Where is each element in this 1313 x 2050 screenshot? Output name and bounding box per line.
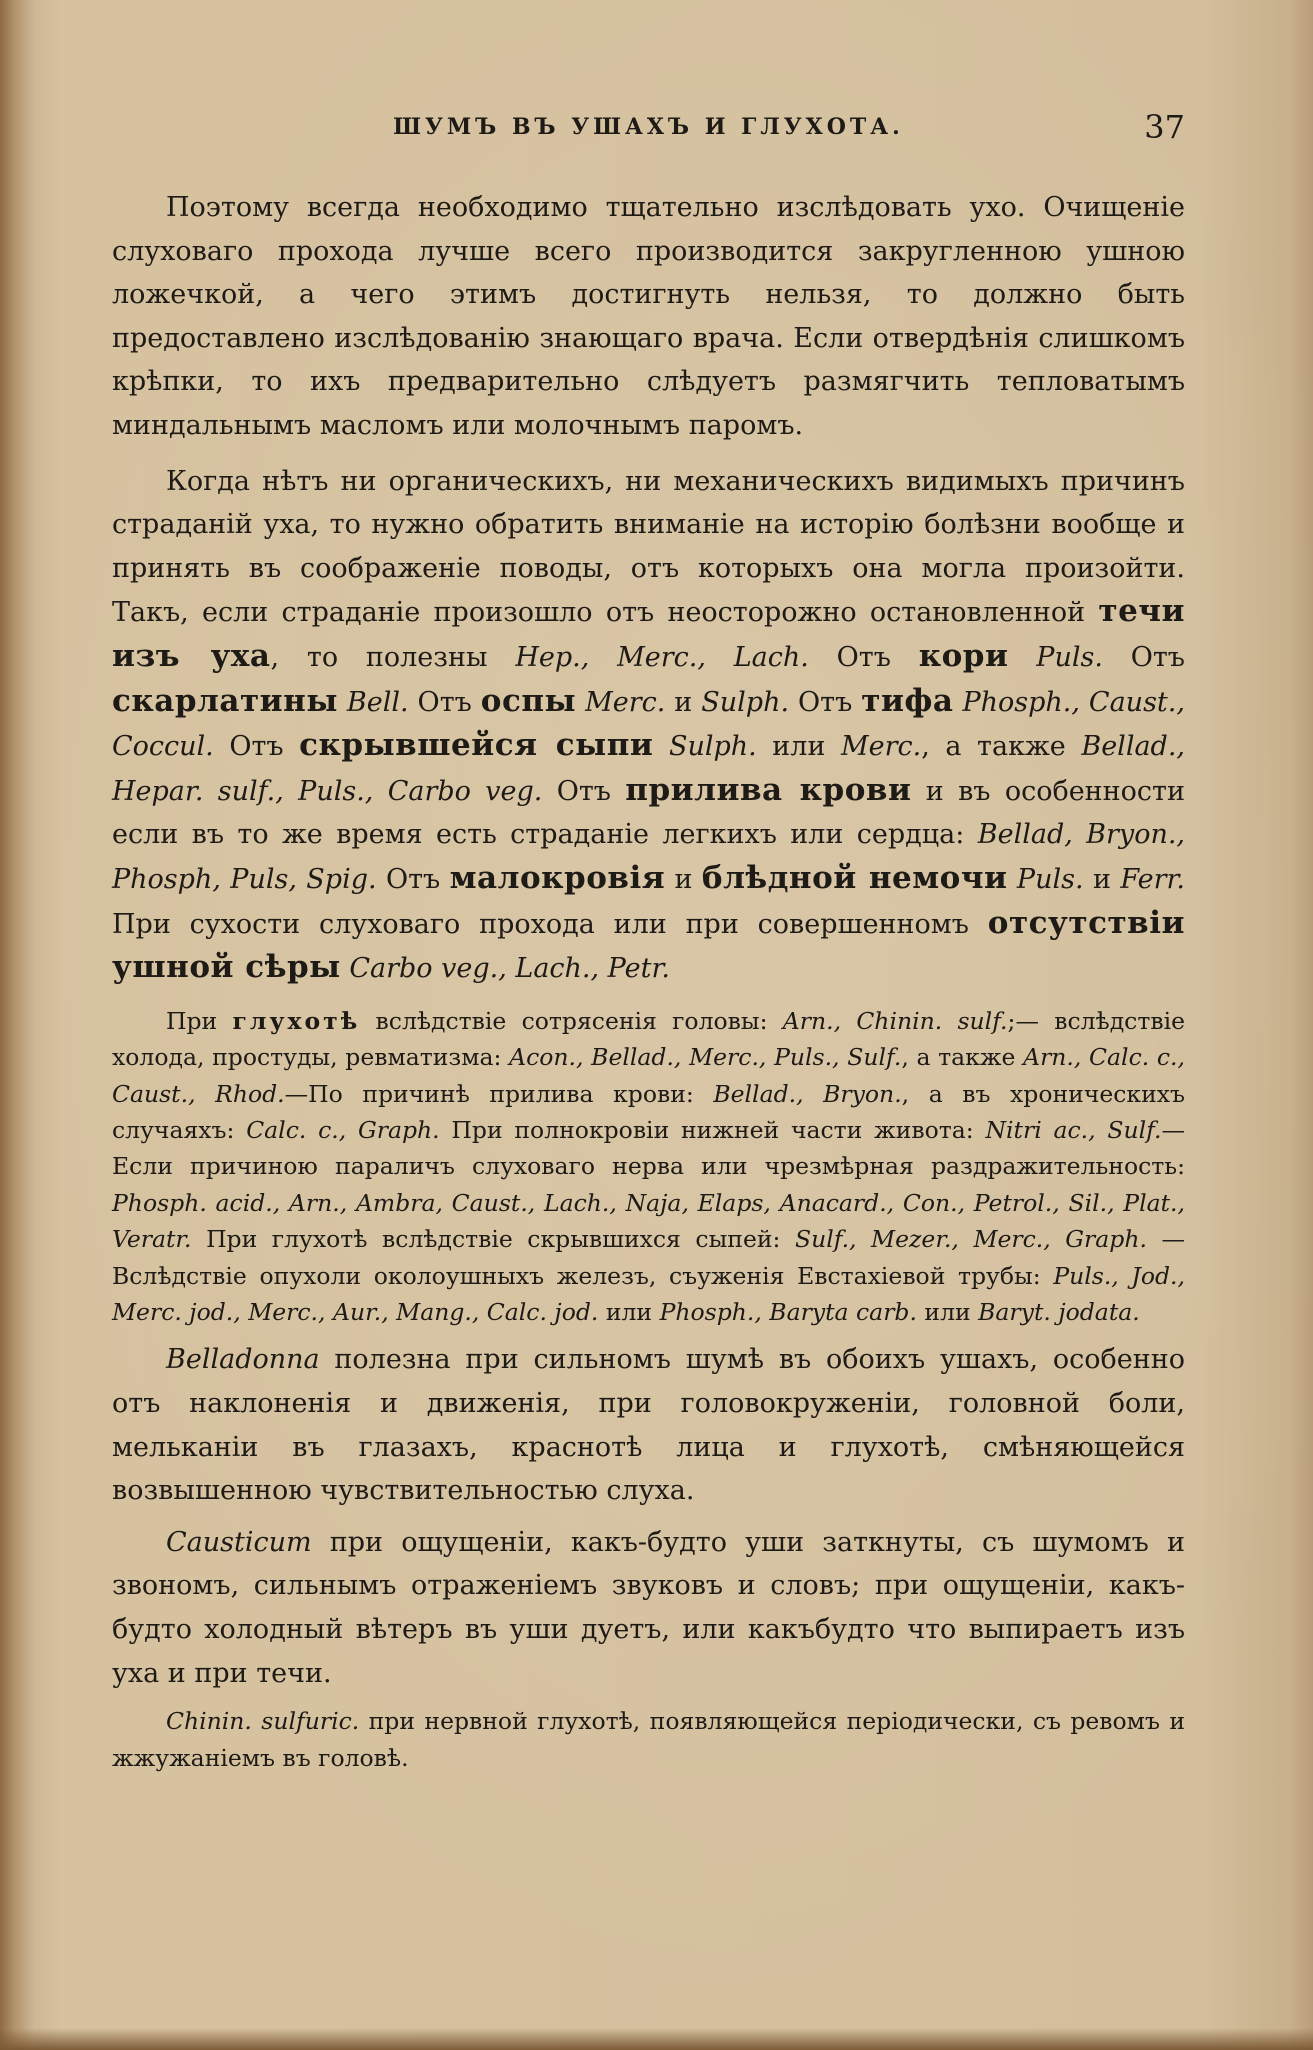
condition-term: отсутствіи ушной сѣры	[112, 904, 1185, 986]
text-run: Отъ	[808, 641, 919, 673]
paragraph-causticum	[112, 1521, 1185, 1695]
remedy-name: Merc.	[585, 686, 666, 718]
condition-term: блѣдной немочи	[701, 859, 1008, 896]
text-run: При сухости слуховаго прохода или при совершенномъ	[112, 908, 988, 940]
running-head: ШУМЪ ВЪ УШАХЪ И ГЛУХОТА.	[393, 114, 904, 140]
remedy-name: Phosph., Baryta carb.	[659, 1297, 917, 1326]
condition-term: тифа	[861, 682, 954, 719]
text-run: вслѣдствіе сотрясенія головы:	[360, 1006, 783, 1035]
text-run: Отъ	[789, 686, 862, 718]
text-run: при ощущеніи, какъ-будто уши заткнуты, съ шумомъ и звономъ, сильнымъ отраженіемъ звуковъ и словъ; при ощущеніи, какъ-будто холодный вѣтеръ въ уши дуетъ, или какъбудто что выпираетъ изъ уха и при течи.	[112, 1526, 1185, 1689]
remedy-name: Arn., Calc. c., Caust., Rhod.	[112, 1043, 1185, 1108]
condition-term: оспы	[480, 682, 577, 719]
paragraph-causes-remedies	[112, 460, 1185, 991]
text-run: или	[756, 731, 842, 763]
remedy-name: Puls., Jod., Merc. jod., Merc., Aur., Mang., Calc. jod.	[112, 1261, 1185, 1326]
condition-term: глухотѣ	[232, 1006, 361, 1035]
text-run: — Вслѣдствіе опухоли околоушныхъ железъ, съуженія Евстахіевой трубы:	[112, 1225, 1185, 1290]
remedy-name: Bellad., Hepar. sulf., Puls., Carbo veg.	[112, 731, 1185, 807]
remedy-name: Chinin. sulfuric.	[166, 1707, 360, 1736]
text-run	[653, 731, 669, 762]
remedy-name: Calc. c., Graph.	[246, 1115, 440, 1144]
text-run: , а въ хроническихъ случаяхъ:	[112, 1079, 1185, 1144]
page-body	[112, 186, 1185, 1776]
remedy-name: Carbo veg., Lach., Petr.	[349, 953, 670, 985]
text-run	[576, 687, 585, 718]
remedy-name: Sulf., Mezer., Merc., Graph.	[794, 1225, 1147, 1254]
text-run: При глухотѣ вслѣдствіе скрывшихся сыпей:	[191, 1225, 795, 1254]
remedy-name: Puls.	[1016, 863, 1084, 895]
condition-term: скарлатины	[112, 682, 338, 719]
text-run: и	[665, 863, 702, 895]
condition-term: течи изъ уха	[112, 593, 1185, 674]
text-run: , а также	[921, 731, 1082, 763]
text-run: ;— вслѣдствіе холода, простуды, ревматизма:	[112, 1006, 1185, 1072]
remedy-name: Hep., Merc., Lach.	[515, 641, 809, 673]
paragraph-deafness-remedies	[112, 1003, 1185, 1331]
page-header	[112, 108, 1185, 152]
text-run: —По причинѣ прилива крови:	[284, 1079, 714, 1108]
text-run	[1008, 864, 1017, 895]
text-run: Отъ	[376, 863, 450, 895]
remedy-name: Sulph.	[701, 686, 790, 718]
paragraph-chinin	[112, 1703, 1185, 1776]
text-run	[338, 687, 347, 718]
remedy-name: Arn., Chinin. sulf.	[782, 1006, 1008, 1035]
text-run: При	[166, 1006, 233, 1035]
text-run: При полнокровіи нижней части живота:	[439, 1115, 986, 1144]
condition-term: скрывшейся сыпи	[299, 727, 654, 764]
text-run: —Если причиною параличъ слуховаго нерва или чрезмѣрная раздражительность:	[112, 1115, 1185, 1181]
condition-term: кори	[918, 637, 1009, 674]
remedy-name: Puls.	[1036, 641, 1103, 673]
text-run: Отъ	[408, 686, 481, 718]
text-run: Отъ	[1102, 641, 1185, 673]
text-run: при нервной глухотѣ, появляющейся періодически, съ ревомъ и жжужаніемъ въ головѣ.	[112, 1707, 1185, 1772]
remedy-name: Causticum	[166, 1526, 312, 1558]
remedy-name: Phosph. acid., Arn., Ambra, Caust., Lach., Naja, Elaps, Anacard., Con., Petrol., Sil., Plat., Veratr.	[112, 1188, 1185, 1254]
remedy-name: Phosph., Caust., Coccul.	[112, 686, 1185, 763]
text-run: Поэтому всегда необходимо тщательно изслѣдовать ухо. Очищеніе слуховаго прохода лучше всего производится закругленною ушною ложечкой, а чего этимъ достигнуть нельзя, то должно быть предоставлено изслѣдованію знающаго врача. Если отвердѣнія слишкомъ крѣпки, то ихъ предварительно слѣдуетъ размягчить тепловатымъ миндальнымъ масломъ или молочнымъ паромъ.	[112, 192, 1185, 441]
condition-term: малокровія	[449, 859, 666, 896]
remedy-name: Sulph.	[668, 731, 757, 763]
remedy-name: Acon., Bellad., Merc., Puls., Sulf.	[509, 1043, 902, 1072]
remedy-name: Nitri ac., Sulf.	[985, 1115, 1162, 1144]
remedy-name: Merc.	[841, 731, 922, 763]
remedy-name: Ferr.	[1120, 863, 1185, 895]
page-number: 37	[1144, 108, 1185, 146]
text-run: , а также	[901, 1043, 1024, 1072]
remedy-name: Bellad, Bryon., Phosph, Puls, Spig.	[112, 819, 1185, 895]
text-run: , то полезны	[270, 641, 516, 673]
remedy-name: Bell.	[346, 686, 409, 718]
text-run: и	[1083, 863, 1121, 895]
text-run: Отъ	[213, 731, 300, 763]
text-run: и	[665, 686, 702, 718]
remedy-name: Baryt. jodata.	[978, 1297, 1140, 1326]
remedy-name: Belladonna	[166, 1344, 320, 1376]
text-run: полезна при сильномъ шумѣ въ обоихъ ушахъ, особенно отъ наклоненія и движенія, при головокруженіи, головной боли, мельканіи въ глазахъ, краснотѣ лица и глухотѣ, смѣняющейся возвышенною чувствительностью слуха.	[112, 1344, 1185, 1507]
text-run: Когда нѣтъ ни органическихъ, ни механическихъ видимыхъ причинъ страданій уха, то нужно обратить вниманіе на исторію болѣзни вообще и принять въ соображеніе поводы, отъ которыхъ она могла произойти. Такъ, если страданіе произошло отъ неосторожно остановленной	[112, 465, 1185, 629]
text-run: Отъ	[542, 775, 626, 807]
condition-term: прилива крови	[625, 771, 912, 808]
remedy-name: Bellad., Bryon.	[713, 1079, 902, 1108]
paragraph-ear-examination	[112, 186, 1185, 448]
text-run: или	[916, 1297, 979, 1326]
text-run: и въ особенности если въ то же время есть страданіе легкихъ или сердца:	[112, 775, 1185, 851]
text-run	[1008, 642, 1036, 673]
text-run: или	[598, 1297, 660, 1326]
paragraph-belladonna	[112, 1338, 1185, 1512]
